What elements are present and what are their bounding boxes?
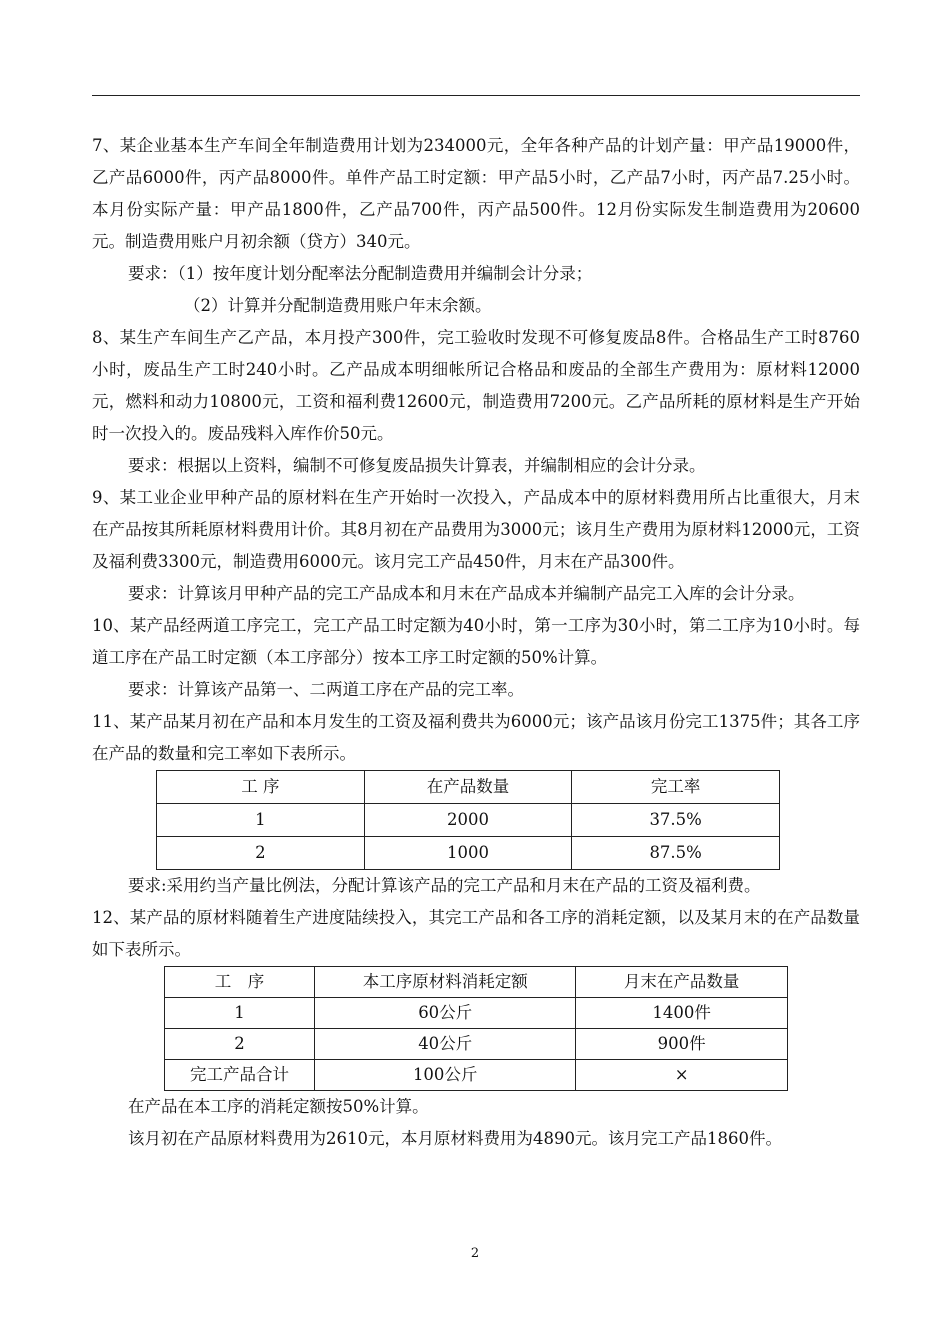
question-12-note-2: 该月初在产品原材料费用为2610元，本月原材料费用为4890元。该月完工产品1860件。: [128, 1129, 782, 1148]
question-12: 12、某产品的原材料随着生产进度陆续投入，其完工产品和各工序的消耗定额，以及某月末的在产品数量如下表所示。: [92, 908, 860, 959]
question-9-requirement: 要求：计算该月甲种产品的完工产品成本和月末在产品成本并编制产品完工入库的会计分录。: [128, 584, 805, 603]
question-11: 11、某产品某月初在产品和本月发生的工资及福利费共为6000元；该产品该月份完工1375件；其各工序在产品的数量和完工率如下表所示。: [92, 712, 860, 763]
table-header-cell: 工 序: [157, 771, 365, 804]
table-cell: 2000: [364, 804, 572, 837]
table-cell: 900件: [576, 1029, 788, 1060]
table-cell: 2: [165, 1029, 315, 1060]
table-cell: 87.5%: [572, 837, 780, 870]
page-number: 2: [470, 1246, 480, 1261]
table-cell: 1400件: [576, 998, 788, 1029]
table-header-cell: 完工率: [572, 771, 780, 804]
table-cell: 37.5%: [572, 804, 780, 837]
table-cell: 1: [157, 804, 365, 837]
table-header-cell: 在产品数量: [364, 771, 572, 804]
question-7-requirement-2: （2）计算并分配制造费用账户年末余额。: [184, 296, 492, 315]
table-cell: 40公斤: [315, 1029, 576, 1060]
table-row: [165, 1029, 788, 1060]
table-header-cell: 工 序: [165, 967, 315, 998]
table-cell: 2: [157, 837, 365, 870]
table-header-cell: 月末在产品数量: [576, 967, 788, 998]
table-cell: 完工产品合计: [165, 1060, 315, 1091]
table-cell: 100公斤: [315, 1060, 576, 1091]
question-7-requirement-1: 要求：（1）按年度计划分配率法分配制造费用并编制会计分录；: [128, 264, 593, 283]
table-row: [157, 804, 780, 837]
material-quota-table: [164, 966, 788, 1091]
table-row: [165, 998, 788, 1029]
header-rule: [92, 95, 860, 96]
question-8: 8、某生产车间生产乙产品，本月投产300件，完工验收时发现不可修复废品8件。合格品生产工时8760小时，废品生产工时240小时。乙产品成本明细帐所记合格品和废品的全部生产费用为：原材料12000元，燃料和动力10800元，工资和福利费12600元，制造费用7200元。乙产品所耗的原材料是生产开始时一次投入的。废品残料入库作价50元。: [92, 328, 860, 443]
table-header-row: [157, 771, 780, 804]
question-7: 7、某企业基本生产车间全年制造费用计划为234000元，全年各种产品的计划产量：甲产品19000件，乙产品6000件，丙产品8000件。单件产品工时定额：甲产品5小时，乙产品7小时，丙产品7.25小时。本月份实际产量：甲产品1800件，乙产品700件，丙产品500件。12月份实际发生制造费用为20600元。制造费用账户月初余额（贷方）340元。: [92, 136, 860, 251]
process-completion-table: [156, 770, 780, 870]
question-10: 10、某产品经两道工序完工，完工产品工时定额为40小时，第一工序为30小时，第二工序为10小时。每道工序在产品工时定额（本工序部分）按本工序工时定额的50%计算。: [92, 616, 860, 667]
table-cell: 1: [165, 998, 315, 1029]
table-row: [165, 1060, 788, 1091]
question-11-requirement: 要求:采用约当产量比例法，分配计算该产品的完工产品和月末在产品的工资及福利费。: [128, 876, 761, 895]
question-9: 9、某工业企业甲种产品的原材料在生产开始时一次投入，产品成本中的原材料费用所占比重很大，月末在产品按其所耗原材料费用计价。其8月初在产品费用为3000元；该月生产费用为原材料12000元，工资及福利费3300元，制造费用6000元。该月完工产品450件，月末在产品300件。: [92, 488, 860, 571]
table-row: [157, 837, 780, 870]
question-10-requirement: 要求：计算该产品第一、二两道工序在产品的完工率。: [128, 680, 524, 699]
document-body: [92, 130, 860, 1155]
table-header-cell: 本工序原材料消耗定额: [315, 967, 576, 998]
question-8-requirement: 要求：根据以上资料，编制不可修复废品损失计算表，并编制相应的会计分录。: [128, 456, 706, 475]
table-cell: ×: [576, 1060, 788, 1091]
table-cell: 1000: [364, 837, 572, 870]
question-12-note-1: 在产品在本工序的消耗定额按50%计算。: [128, 1097, 429, 1116]
table-cell: 60公斤: [315, 998, 576, 1029]
table-header-row: [165, 967, 788, 998]
